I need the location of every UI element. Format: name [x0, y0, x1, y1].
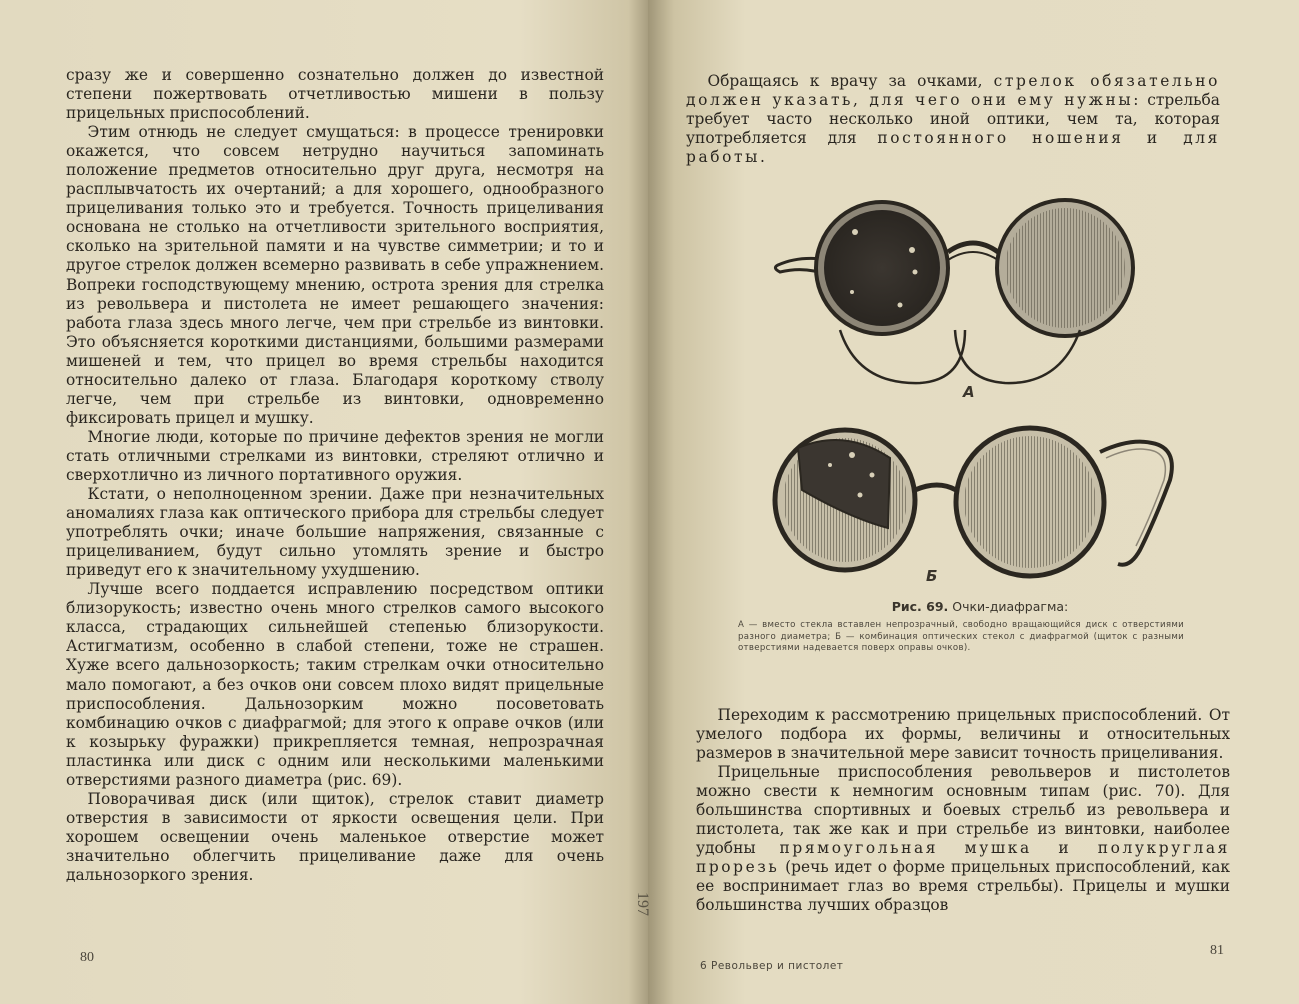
glasses-b	[775, 428, 1172, 576]
page-number: 80	[80, 950, 94, 965]
figure-caption-title: Рис. 69. Очки-диафрагма:	[891, 599, 1069, 614]
paragraph: Кстати, о неполноценном зрении. Даже при незначительных аномалиях глаза как оптического прибора для стрельбы следует употреблять очки; иначе большие напряжения, связанные с прицеливанием, будут сильно утомлять зрение и быстро приведут его к значительному ухудшению.	[66, 485, 604, 580]
footer-signature: 6 Револьвер и пистолет	[700, 960, 844, 972]
left-page-text	[66, 66, 604, 885]
paragraph: Прицельные приспособления револьверов и пистолетов можно свести к немногим основным типам (рис. 70). Для большинства спортивных и боевых стрельб из револьвера и пистолета, так же как и при стрельбе из винтовки, наиболее удобны прямоугольная мушка и полукруглая прорезь (речь идет о форме прицельных приспособлений, как ее воспринимает глаз во время стрельбы). Прицелы и мушки большинства лучших образцов	[696, 763, 1230, 915]
paragraph: Обращаясь к врачу за очками, стрелок обязательно должен указать, для чего они ему нужны: стрельба требует часто несколько иной оптики, чем та, которая употребляется для постоянного ношения и для работы.	[686, 72, 1220, 167]
gutter-mark: 197	[634, 892, 651, 916]
spectacles-illustration	[760, 190, 1190, 600]
right-intro-text	[686, 72, 1220, 167]
paragraph: сразу же и совершенно сознательно должен до известной степени пожертвовать отчетливостью мишени в пользу прицельных приспособлений.	[66, 66, 604, 123]
paragraph: Лучше всего поддается исправлению посредством оптики близорукость; известно очень много стрелков самого высокого класса, страдающих сильнейшей степенью близорукости. Астигматизм, особенно в слабой степени, тоже не страшен. Хуже всего дальнозоркость; таким стрелкам очки относительно мало помогают, а без очков они совсем плохо видят прицельные приспособления. Дальнозорким можно посоветовать комбинацию очков с диафрагмой; для этого к оправе очков (или к козырьку фуражки) прикрепляется темная, непрозрачная пластинка или диск с одним или несколькими маленькими отверстиями разного диаметра (рис. 69).	[66, 580, 604, 789]
paragraph: Поворачивая диск (или щиток), стрелок ставит диаметр отверстия в зависимости от яркости освещения цели. При хорошем освещении очень маленькое отверстие может значительно облегчить прицеливание даже для очень дальнозоркого зрения.	[66, 789, 604, 884]
right-page-text	[696, 706, 1230, 916]
paragraph: Переходим к рассмотрению прицельных приспособлений. От умелого подбора их формы, величины и относительных размеров в значительной мере зависит точность прицеливания.	[696, 706, 1230, 763]
paragraph: Многие люди, которые по причине дефектов зрения не могли стать отличными стрелками из винтовки, стреляют отлично и сверхотлично из личного портативного оружия.	[66, 427, 604, 484]
left-page	[0, 0, 648, 1004]
figure-label-a: А	[963, 383, 975, 401]
paragraph: Этим отнюдь не следует смущаться: в процессе тренировки окажется, что совсем нетрудно научиться запоминать положение предметов относительно друг друга, несмотря на расплывчатость их очертаний; а для хорошего, однообразного прицеливания только это и требуется. Точность прицеливания основана не столько на отчетливости зрительного восприятия, сколько на зрительной памяти и на чувстве симметрии; и то и другое стрелок должен всемерно развивать в себе упражнением. Вопреки господствующему мнению, острота зрения для стрелка из револьвера и пистолета не имеет решающего значения: работа глаза здесь много легче, чем при стрельбе из винтовки. Это объясняется короткими дистанциями, большими размерами мишеней и тем, что прицел во время стрельбы находится относительно далеко от глаза. Благодаря короткому стволу легче, чем при стрельбе из винтовки, одновременно фиксировать прицел и мушку.	[66, 123, 604, 427]
figure-label-b: Б	[926, 567, 938, 585]
figure-caption-text: А — вместо стекла вставлен непрозрачный, свободно вращающийся диск с отверстиями разного диаметра; Б — комбинация оптических стекол с диафрагмой (щиток с разными отверстиями надевается поверх оправы очков).	[738, 620, 1184, 654]
page-number: 81	[1210, 943, 1224, 958]
glasses-a	[775, 200, 1133, 383]
